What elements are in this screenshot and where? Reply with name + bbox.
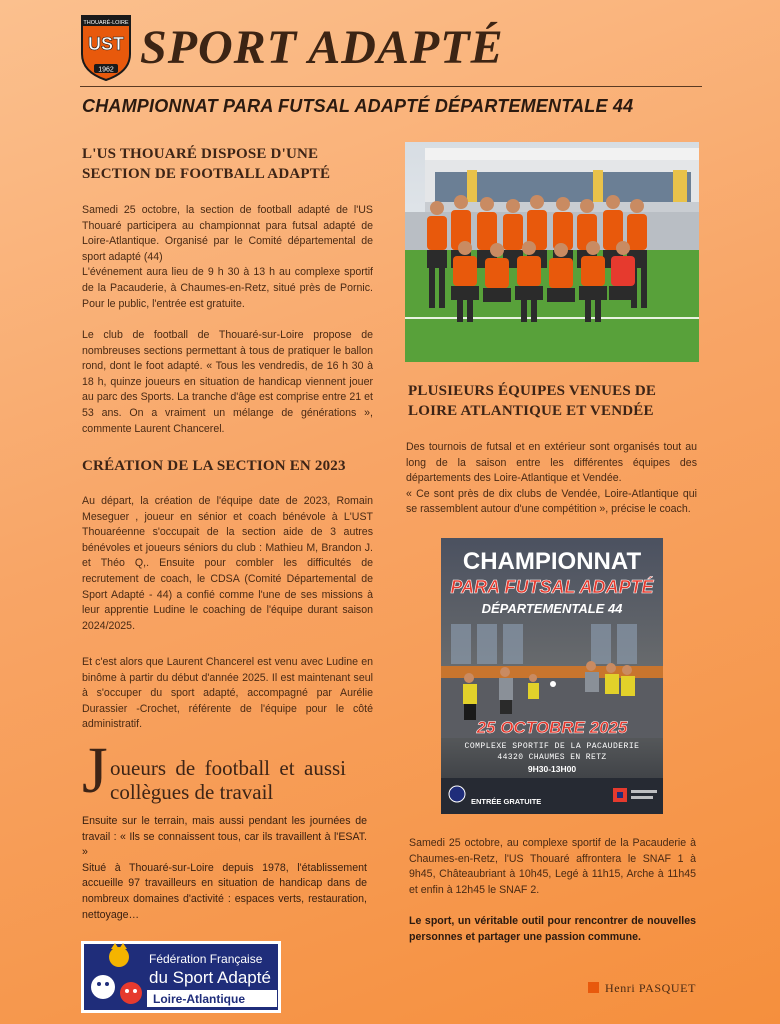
paragraph-text: Des tournois de futsal et en extérieur sont organisés tout au long de la saison entre les différentes équipes des départements des Loire-Atlantique et Vendée.	[406, 441, 697, 485]
club-logo-top-text: THOUARÉ-LOIRE	[83, 20, 129, 26]
ffsa-line1: Fédération Française	[149, 952, 263, 966]
team-photo	[405, 142, 699, 362]
article-paragraph: Samedi 25 octobre, au complexe sportif de la Pacauderie à Chaumes-en-Retz, l'US Thouaré affrontera le SNAF 1 à 9h45, Châteaubriant à 10h45, Legé à 11h15, Arche à 11h45 et enfin à 12h45 le SNAF 2.	[409, 837, 696, 896]
club-logo	[80, 14, 132, 82]
author-marker	[588, 982, 599, 993]
poster-line2: PARA FUTSAL ADAPTÉ	[450, 577, 654, 597]
paragraph-text: Situé à Thouaré-sur-Loire depuis 1978, l'établissement accueille 97 travailleurs en situation de handicap dans de nombreux domaines d'activité : espaces verts, restauration, nettoyage…	[82, 861, 367, 921]
article-conclusion: Le sport, un véritable outil pour rencontrer de nouvelles personnes et partager une passion commune.	[409, 915, 696, 943]
article-paragraph: Et c'est alors que Laurent Chancerel est venu avec Ludine en binôme à partir du début d'année 2025. Il est maintenant seul à s'occuper du sport adapté, accompagné par Aurélie Durassier -Crochet, référente de l'équipe pour le côté administratif.	[82, 656, 373, 731]
poster-line1: CHAMPIONNAT	[462, 548, 642, 575]
championship-poster	[441, 538, 663, 814]
header-divider	[80, 86, 702, 87]
section-heading-collegues: oueurs de football et aussi collègues de travail	[110, 756, 346, 804]
paragraph-text: « Ce sont près de dix clubs de Vendée, Loire-Atlantique qui se rassemblent autour d'une compétition », précise le coach.	[406, 487, 697, 516]
article-paragraph	[406, 440, 697, 518]
section-heading-creation: CRÉATION DE LA SECTION EN 2023	[82, 458, 346, 474]
ffsa-logo	[81, 941, 281, 1013]
poster-entry: ENTRÉE GRATUITE	[471, 797, 542, 806]
paragraph-text: Samedi 25 octobre, la section de football adapté de l'US Thouaré participera au championnat para futsal adapté de Loire-Atlantique. Organisé par le Comité départemental de sport adapté (44)	[82, 204, 373, 263]
poster-address: 44320 CHAUMES EN RETZ	[497, 753, 607, 762]
page-subtitle: CHAMPIONNAT PARA FUTSAL ADAPTÉ DÉPARTEMENTALE 44	[82, 96, 634, 116]
club-logo-initials: UST	[88, 34, 124, 54]
section-heading-football-adapte: L'US THOUARÉ DISPOSE D'UNE SECTION DE FOOTBALL ADAPTÉ	[82, 146, 331, 182]
poster-date: 25 OCTOBRE 2025	[476, 718, 628, 737]
article-paragraph	[82, 203, 373, 312]
drop-cap: J	[82, 734, 108, 807]
ffsa-line2: du Sport Adapté	[149, 968, 271, 987]
club-logo-year: 1962	[98, 66, 114, 74]
poster-venue: COMPLEXE SPORTIF DE LA PACAUDERIE	[464, 742, 640, 751]
article-paragraph: Au départ, la création de l'équipe date de 2023, Romain Meseguer , joueur en sénior et coach bénévole à L'UST Thouaréenne s'occupait de la section aide de 3 autres bénévoles et joueurs séniors du club : Mathieu M, Brandon J. et Théo Q,. Ensuite pour combler les difficultés de recrutement de coach, le CDSA (Comité Départemental de Sport Adapté - 44) a confié comme l'une de ses missions à leur apprentie Ludine le coaching de l'équipe durant saison 2024/2025.	[82, 495, 373, 632]
poster-hours: 9H30-13H00	[527, 764, 577, 774]
ffsa-line3: Loire-Atlantique	[153, 992, 245, 1006]
article-paragraph: Le club de football de Thouaré-sur-Loire propose de nombreuses sections permettant à tous de pratiquer le ballon rond, dont le foot adapté. « Tous les vendredis, de 16 h 30 à 18 h, quinze joueurs en situation de handicap viennent jouer au parc des Sports. La tranche d'âge est comprise entre 21 et 53 ans. On a vraiment un mélange de générations », commente Laurent Chancerel.	[82, 329, 373, 435]
author-credit	[588, 979, 696, 997]
poster-line3: DÉPARTEMENTALE 44	[481, 601, 623, 616]
author-name: Henri PASQUET	[605, 981, 697, 995]
paragraph-text: Ensuite sur le terrain, mais aussi pendant les journées de travail : « Ils se connaissent tous, car ils travaillent à l'ESAT. »	[82, 815, 367, 859]
article-paragraph	[82, 814, 367, 923]
paragraph-text: L'événement aura lieu de 9 h 30 à 13 h au complexe sportif de la Pacauderie, à Chaumes-en-Retz, situé près de Pornic. Pour le public, l'entrée est gratuite.	[82, 266, 373, 310]
page-title: SPORT ADAPTÉ	[140, 21, 504, 74]
section-heading-equipes: PLUSIEURS ÉQUIPES VENUES DE LOIRE ATLANTIQUE ET VENDÉE	[408, 383, 657, 419]
